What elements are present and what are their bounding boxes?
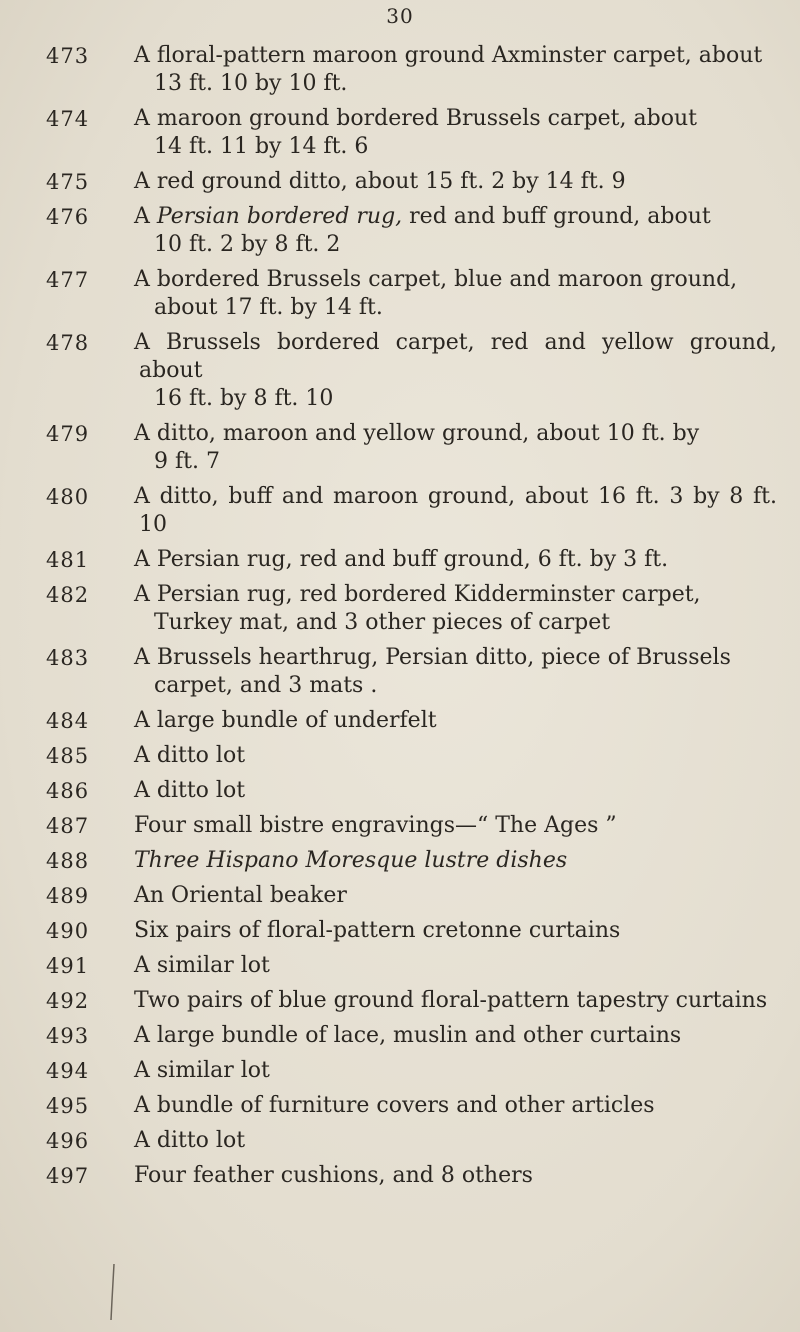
lot-description-line: Turkey mat, and 3 other pieces of carpet: [154, 610, 611, 635]
lot-item: [0, 1022, 800, 1050]
lot-description-line: A ditto, buff and maroon ground, about 16 ft. 3 by 8 ft. 10: [134, 484, 777, 537]
lot-description-line: A red ground ditto, about 15 ft. 2 by 14 ft. 9: [134, 169, 626, 194]
lot-number: 486: [46, 779, 90, 803]
lot-description: [134, 882, 777, 910]
lot-item: [0, 1162, 800, 1190]
lot-item: [0, 847, 800, 875]
lot-item: [0, 168, 800, 196]
lot-description: [134, 952, 777, 980]
page-number: 30: [386, 4, 414, 28]
lot-number: 495: [46, 1094, 90, 1118]
lot-description: [134, 742, 777, 770]
lot-description-line: An Oriental beaker: [134, 883, 347, 908]
lot-item: [0, 742, 800, 770]
lot-item: [0, 329, 800, 413]
lot-description: [134, 987, 777, 1015]
lot-description: [134, 777, 777, 805]
lot-number: 479: [46, 422, 90, 446]
lot-number: 484: [46, 709, 90, 733]
lot-description: [134, 1022, 777, 1050]
lot-number: 489: [46, 884, 90, 908]
lot-item: [0, 707, 800, 735]
lot-description-line: A Brussels bordered carpet, red and yellow ground, about: [134, 330, 777, 383]
lot-description: [134, 847, 777, 875]
lot-description: [134, 1162, 777, 1190]
lot-description-line: Three Hispano Moresque lustre dishes: [134, 848, 568, 873]
lot-list: [0, 42, 800, 1197]
lot-number: 494: [46, 1059, 90, 1083]
lot-number: 485: [46, 744, 90, 768]
lot-item: [0, 882, 800, 910]
lot-description-line: A maroon ground bordered Brussels carpet, about: [134, 106, 697, 131]
lot-description-line: A Persian rug, red bordered Kidderminster carpet,: [134, 582, 701, 607]
lot-number: 491: [46, 954, 90, 978]
lot-item: [0, 1127, 800, 1155]
lot-description-line: A Brussels hearthrug, Persian ditto, piece of Brussels: [134, 645, 731, 670]
lot-description-line: A Persian bordered rug, red and buff ground, about: [134, 204, 711, 229]
lot-number: 476: [46, 205, 90, 229]
lot-item: [0, 952, 800, 980]
lot-description-line: Two pairs of blue ground floral-pattern tapestry curtains: [134, 988, 768, 1013]
lot-description: [134, 812, 777, 840]
lot-item: [0, 777, 800, 805]
lot-item: [0, 420, 800, 476]
lot-number: 488: [46, 849, 90, 873]
lot-description-line: 10 ft. 2 by 8 ft. 2: [154, 232, 341, 257]
lot-item: [0, 644, 800, 700]
lot-number: 493: [46, 1024, 90, 1048]
lot-description: [134, 581, 777, 637]
lot-number: 477: [46, 268, 90, 292]
lot-description-line: A ditto lot: [134, 1128, 246, 1153]
lot-description: [134, 644, 777, 700]
lot-item: [0, 483, 800, 539]
lot-number: 492: [46, 989, 90, 1013]
lot-description-line: A ditto lot: [134, 778, 246, 803]
lot-description: [134, 203, 777, 259]
lot-description-line: about 17 ft. by 14 ft.: [154, 295, 383, 320]
lot-description: [134, 1092, 777, 1120]
lot-description: [134, 917, 777, 945]
lot-description: [134, 420, 777, 476]
lot-number: 482: [46, 583, 90, 607]
lot-number: 481: [46, 548, 90, 572]
lot-description-line: Four feather cushions, and 8 others: [134, 1163, 533, 1188]
lot-description-line: 14 ft. 11 by 14 ft. 6: [154, 134, 369, 159]
lot-number: 490: [46, 919, 90, 943]
lot-description: [134, 1057, 777, 1085]
lot-item: [0, 266, 800, 322]
lot-item: [0, 581, 800, 637]
lot-item: [0, 917, 800, 945]
lot-description-line: 16 ft. by 8 ft. 10: [154, 386, 334, 411]
lot-description: [134, 105, 777, 161]
lot-item: [0, 105, 800, 161]
lot-description-line: 9 ft. 7: [154, 449, 220, 474]
lot-number: 487: [46, 814, 90, 838]
lot-number: 496: [46, 1129, 90, 1153]
lot-description: [134, 329, 777, 413]
lot-number: 475: [46, 170, 90, 194]
lot-description-line: A Persian rug, red and buff ground, 6 ft. by 3 ft.: [134, 547, 669, 572]
lot-description-line: Six pairs of floral-pattern cretonne curtains: [134, 918, 621, 943]
lot-description-line: A floral-pattern maroon ground Axminster carpet, about: [134, 43, 763, 68]
pencil-mark: [110, 1262, 116, 1322]
lot-description-line: carpet, and 3 mats .: [154, 673, 378, 698]
lot-description-line: 13 ft. 10 by 10 ft.: [154, 71, 348, 96]
lot-description: [134, 1127, 777, 1155]
lot-item: [0, 987, 800, 1015]
lot-description-line: A ditto, maroon and yellow ground, about 10 ft. by: [134, 421, 700, 446]
lot-item: [0, 203, 800, 259]
lot-number: 473: [46, 44, 90, 68]
lot-description-line: A similar lot: [134, 1058, 270, 1083]
lot-description-line: A ditto lot: [134, 743, 246, 768]
lot-description: [134, 266, 777, 322]
lot-item: [0, 1092, 800, 1120]
lot-number: 480: [46, 485, 90, 509]
lot-description: [134, 168, 777, 196]
lot-description-line: A large bundle of lace, muslin and other curtains: [134, 1023, 682, 1048]
lot-number: 474: [46, 107, 90, 131]
lot-description-line: A bundle of furniture covers and other articles: [134, 1093, 655, 1118]
lot-description: [134, 42, 777, 98]
lot-item: [0, 1057, 800, 1085]
lot-description-line: A bordered Brussels carpet, blue and maroon ground,: [134, 267, 738, 292]
lot-description-line: Four small bistre engravings—“ The Ages ”: [134, 813, 617, 838]
lot-description-line: A similar lot: [134, 953, 270, 978]
lot-description-line: A large bundle of underfelt: [134, 708, 437, 733]
lot-number: 497: [46, 1164, 90, 1188]
lot-number: 483: [46, 646, 90, 670]
lot-item: [0, 546, 800, 574]
lot-number: 478: [46, 331, 90, 355]
lot-description: [134, 546, 777, 574]
italic-phrase: Persian bordered rug,: [156, 204, 403, 229]
lot-description: [134, 707, 777, 735]
lot-item: [0, 812, 800, 840]
lot-item: [0, 42, 800, 98]
lot-description: [134, 483, 777, 539]
